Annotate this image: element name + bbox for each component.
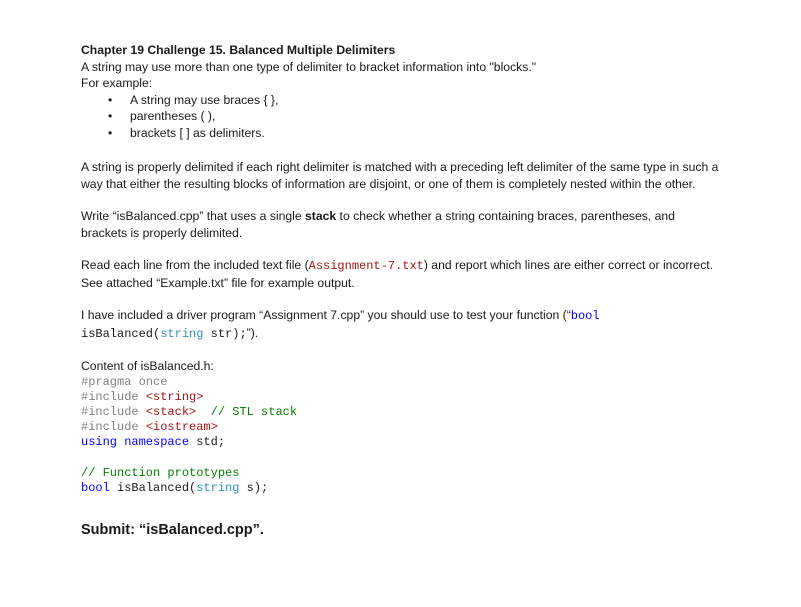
code-block-header	[81, 375, 721, 496]
code-line: #include <stack> // STL stack	[81, 404, 298, 419]
list-item: • brackets [ ] as delimiters.	[108, 125, 265, 140]
list-item: • parentheses ( ),	[108, 109, 216, 123]
paragraph-delimited: A string is properly delimited if each right delimiter is matched with a preceding left delimiter of the same type in such a way that either the resulting blocks of information are disjoint, or one of them is completely nested within the other.	[81, 160, 719, 191]
paragraph-read: Read each line from the included text file (Assignment-7.txt) and report which lines are either correct or incorrect. See attached “Example.txt” file for example output.	[81, 258, 714, 290]
code-line: #pragma once	[81, 374, 168, 389]
code-line: #include <string>	[81, 389, 204, 404]
stack-keyword: stack	[305, 209, 337, 223]
document-title: Chapter 19 Challenge 15. Balanced Multiple Delimiters	[81, 43, 396, 57]
intro-line-1: A string may use more than one type of delimiter to bracket information into "blocks."	[81, 59, 537, 74]
list-item: • A string may use braces { },	[108, 92, 279, 107]
intro-line-2: For example:	[81, 76, 153, 90]
bullet-icon: •	[108, 109, 113, 123]
bullet-icon: •	[108, 92, 113, 107]
code-line: bool isBalanced(string s);	[81, 480, 269, 495]
code-line: // Function prototypes	[81, 465, 240, 480]
assignment-file-name: Assignment-7.txt	[308, 259, 424, 273]
document-page	[81, 42, 721, 538]
paragraph-driver: I have included a driver program “Assignment 7.cpp” you should use to test your function (“bool isBalanced(string str);”).	[81, 308, 600, 341]
paragraph-write: Write “isBalanced.cpp” that uses a single stack to check whether a string containing braces, parentheses, and brackets is properly delimited.	[81, 209, 675, 240]
bullet-icon: •	[108, 125, 113, 140]
delimiter-list	[81, 92, 721, 142]
code-line: #include <iostream>	[81, 420, 218, 435]
submit-instruction: Submit: “isBalanced.cpp”.	[81, 521, 264, 538]
code-line: using namespace std;	[81, 435, 226, 450]
content-label: Content of isBalanced.h:	[81, 359, 214, 373]
